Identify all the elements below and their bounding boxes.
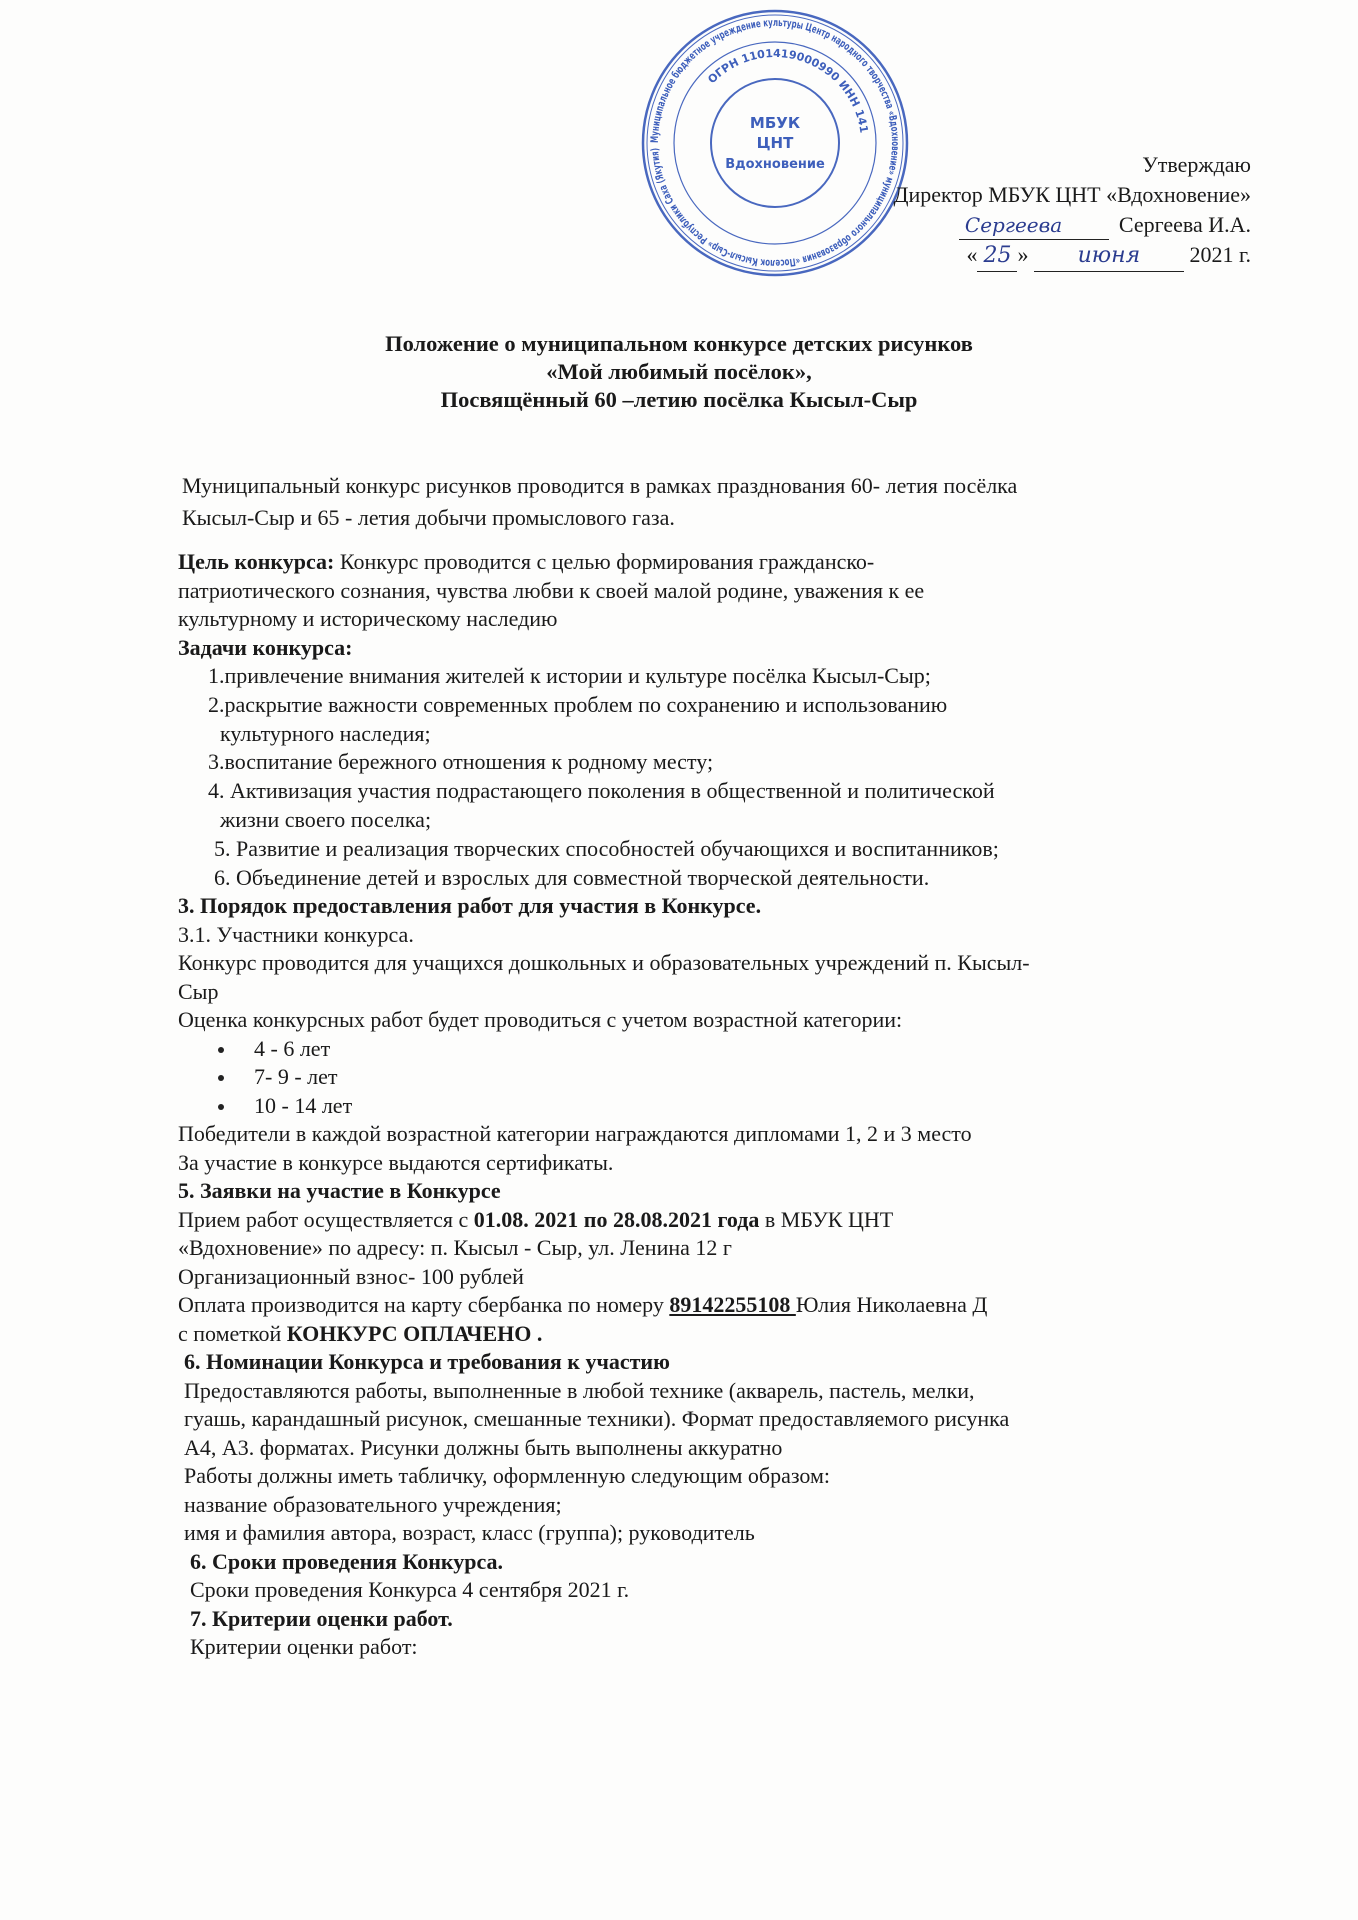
- title-line-3: Посвящённый 60 –летию посёлка Кысыл-Сыр: [440, 387, 918, 412]
- label-item-1: название образовательного учреждения;: [184, 1491, 562, 1517]
- section-6-heading: 6. Номинации Конкурса и требования к участию: [184, 1349, 670, 1375]
- task-item: 3.воспитание бережного отношения к родному месту;: [208, 749, 714, 775]
- evaluation-text: Оценка конкурсных работ будет проводиться с учетом возрастной категории:: [178, 1007, 903, 1033]
- payment-line: Оплата производится на карту сбербанка по номеру 89142255108 Юлия Николаевна Д: [178, 1292, 988, 1318]
- document-body: [178, 470, 1288, 1662]
- age-groups-list: [178, 1035, 1288, 1121]
- section-7-heading: 7. Критерии оценки работ.: [190, 1605, 453, 1631]
- section-6-line-1: Предоставляются работы, выполненные в любой технике (акварель, пастель, мелки,: [184, 1377, 975, 1403]
- section-3-line-2: Сыр: [178, 978, 219, 1004]
- accept-dates-line: Прием работ осуществляется с 01.08. 2021 по 28.08.2021 года в МБУК ЦНТ: [178, 1206, 894, 1232]
- section-6-line-4: Работы должны иметь табличку, оформленную следующим образом:: [184, 1463, 831, 1489]
- intro-line-2: Кысыл-Сыр и 65 - летия добычи промыслового газа.: [182, 505, 675, 530]
- stamp-center-line3: Вдохновение: [725, 157, 825, 172]
- tasks-heading: Задачи конкурса:: [178, 634, 353, 660]
- bullet-icon: [218, 1075, 224, 1081]
- date-month: июня: [1034, 241, 1184, 272]
- task-item: 6. Объединение детей и взрослых для совместной творческой деятельности.: [214, 864, 930, 890]
- intro-line-1: Муниципальный конкурс рисунков проводится в рамках празднования 60- летия посёлка: [182, 473, 1018, 498]
- bullet-icon: [218, 1047, 224, 1053]
- section-3-heading: 3. Порядок предоставления работ для участия в Конкурсе.: [178, 893, 762, 919]
- goal-paragraph: [178, 548, 1288, 634]
- date-day: 25: [977, 241, 1017, 272]
- age-group-item: 7- 9 - лет: [218, 1063, 1288, 1092]
- stamp-center-line2: ЦНТ: [756, 134, 794, 152]
- handwritten-signature: Сергеева: [964, 213, 1063, 237]
- signature-line: [781, 210, 1251, 240]
- section-3-sub: 3.1. Участники конкурса.: [178, 921, 414, 947]
- payment-note-bold: КОНКУРС ОПЛАЧЕНО .: [286, 1320, 543, 1346]
- age-group-item: 10 - 14 лет: [218, 1092, 1288, 1121]
- approval-block: [781, 150, 1251, 272]
- stamp-center-line1: МБУК: [749, 114, 801, 132]
- signature-field: [959, 211, 1109, 240]
- approve-word: Утверждаю: [1142, 152, 1251, 177]
- director-position: Директор МБУК ЦНТ «Вдохновение»: [893, 182, 1251, 207]
- task-item: культурного наследия;: [220, 720, 431, 746]
- title-line-1: Положение о муниципальном конкурсе детских рисунков: [385, 331, 973, 356]
- task-item: 5. Развитие и реализация творческих способностей обучающихся и воспитанников;: [214, 835, 999, 861]
- goal-label: Цель конкурса:: [178, 549, 335, 574]
- task-item: 2.раскрытие важности современных проблем по сохранению и использованию: [208, 691, 948, 717]
- intro-paragraph: [182, 470, 1288, 534]
- task-item: жизни своего поселка;: [220, 806, 432, 832]
- goal-line-1: Конкурс проводится с целью формирования гражданско-: [334, 549, 875, 574]
- task-item: 4. Активизация участия подрастающего поколения в общественной и политической: [208, 778, 995, 804]
- age-group-item: 4 - 6 лет: [218, 1035, 1288, 1064]
- goal-line-3: культурному и историческому наследию: [178, 606, 558, 631]
- payment-note: с пометкой КОНКУРС ОПЛАЧЕНО .: [178, 1320, 543, 1346]
- section-6b-text: Сроки проведения Конкурса 4 сентября 2021 г.: [190, 1577, 630, 1603]
- director-name: Сергеева И.А.: [1118, 212, 1251, 237]
- goal-line-2: патриотического сознания, чувства любви к своей малой родине, уважения к ее: [178, 577, 925, 603]
- card-number: 89142255108: [669, 1292, 796, 1318]
- bullet-icon: [218, 1104, 224, 1110]
- accept-dates: 01.08. 2021 по 28.08.2021 года: [473, 1206, 760, 1232]
- stamp-outer-text: Муниципальное бюджетное учреждение культуры Центр народного творчества «Вдохновение» муниципального образования «Поселок Кысыл-Сыр» Республики Саха (Якутия): [648, 16, 902, 270]
- certificates-text: За участие в конкурсе выдаются сертификаты.: [178, 1149, 614, 1175]
- fee-line: Организационный взнос- 100 рублей: [178, 1263, 524, 1289]
- section-6b-heading: 6. Сроки проведения Конкурса.: [190, 1548, 504, 1574]
- date-year: 2021 г.: [1189, 242, 1251, 267]
- section-7-text: Критерии оценки работ:: [190, 1634, 418, 1660]
- winners-text: Победители в каждой возрастной категории награждаются дипломами 1, 2 и 3 место: [178, 1121, 972, 1147]
- title-line-2: «Мой любимый посёлок»,: [546, 359, 812, 384]
- stamp-inner-text: ОГРН 1101419000990 ИНН 141: [705, 46, 871, 134]
- section-3-line-1: Конкурс проводится для учащихся дошкольных и образовательных учреждений п. Кысыл-: [178, 950, 1030, 976]
- label-item-2: имя и фамилия автора, возраст, класс (группа); руководитель: [184, 1520, 755, 1546]
- task-item: 1.привлечение внимания жителей к истории и культуре посёлка Кысыл-Сыр;: [208, 663, 931, 688]
- approval-date: « 25 » июня 2021 г.: [781, 240, 1251, 272]
- document-title: [0, 330, 1358, 414]
- tasks-list: [178, 662, 1288, 892]
- section-5-heading: 5. Заявки на участие в Конкурсе: [178, 1178, 501, 1204]
- section-6-line-3: А4, А3. форматах. Рисунки должны быть выполнены аккуратно: [184, 1434, 783, 1460]
- address-line: «Вдохновение» по адресу: п. Кысыл - Сыр, ул. Ленина 12 г: [178, 1235, 732, 1261]
- section-6-line-2: гуашь, карандашный рисунок, смешанные техники). Формат предоставляемого рисунка: [184, 1406, 1010, 1432]
